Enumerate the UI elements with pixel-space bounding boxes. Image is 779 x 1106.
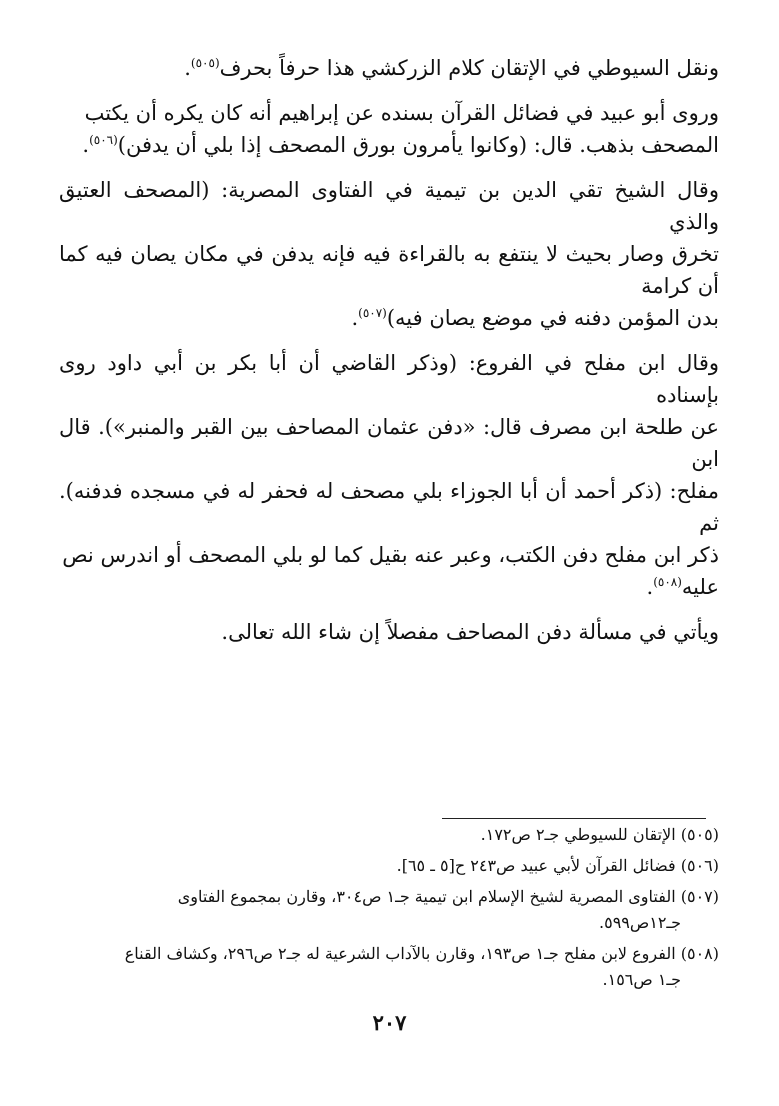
paragraph bbox=[59, 616, 719, 648]
footnotes bbox=[59, 822, 719, 998]
paragraph: وقال الشيخ تقي الدين بن تيمية في الفتاوى المصرية: (المصحف العتيق والذي تخرق وصار بحيث لا ينتفع به بالقراءة فيه فإنه يدفن في مكان يصان فيه كما أن كرامة بدن المؤمن دفنه في موضع يصان فيه)$^{(٥٠٧)}$. bbox=[59, 174, 719, 334]
text-line: ونقل السيوطي في الإتقان كلام الزركشي هذا حرفاً بحرف bbox=[219, 56, 719, 80]
text-line: عليه bbox=[681, 575, 719, 599]
footnote-line: جـ١٢ص٥٩٩. bbox=[599, 913, 681, 932]
page-number: ٢٠٧ bbox=[372, 1010, 407, 1035]
footnote-divider bbox=[442, 818, 706, 819]
footnote-ref: (٥٠٧) bbox=[358, 306, 387, 320]
text-line: المصحف بذهب. قال: (وكانوا يأمرون بورق المصحف إذا بلي أن يدفن) bbox=[117, 133, 719, 157]
paragraph: وقال ابن مفلح في الفروع: (وذكر القاضي أن أبا بكر بن أبي داود روى بإسناده عن طلحة ابن مصرف قال: «دفن عثمان المصاحف بين القبر والمنبر»). قال ابن مفلح: (ذكر أحمد أن أبا الجوزاء بلي مصحف له فحفر له في مسجده فدفنه). ثم ذكر ابن مفلح دفن الكتب، وعبر عنه بقيل كما لو بلي المصحف أو اندرس نص عليه$^{(٥٠٨)}$. bbox=[59, 347, 719, 603]
footnote bbox=[59, 853, 719, 879]
footnote bbox=[59, 822, 719, 848]
footnote-ref: (٥٠٥) bbox=[190, 56, 220, 70]
text-line: عن طلحة ابن مصرف قال: «دفن عثمان المصاحف بين القبر والمنبر»). قال ابن bbox=[59, 415, 719, 471]
text-line: بدن المؤمن دفنه في موضع يصان فيه) bbox=[386, 306, 719, 330]
main-text bbox=[59, 52, 719, 661]
text-line: وروى أبو عبيد في فضائل القرآن بسنده عن إبراهيم أنه كان يكره أن يكتب bbox=[84, 101, 719, 125]
footnote-ref: (٥٠٦) bbox=[89, 133, 118, 147]
paragraph: ونقل السيوطي في الإتقان كلام الزركشي هذا حرفاً بحرف$^{(٥٠٥)}$. bbox=[184, 56, 719, 80]
footnote-line: جـ١ ص١٥٦. bbox=[602, 970, 681, 989]
footnote bbox=[59, 884, 719, 936]
text-line: وقال الشيخ تقي الدين بن تيمية في الفتاوى المصرية: (المصحف العتيق والذي bbox=[59, 178, 719, 234]
text-line: وقال ابن مفلح في الفروع: (وذكر القاضي أن أبا بكر بن أبي داود روى بإسناده bbox=[59, 351, 719, 407]
text-line: ويأتي في مسألة دفن المصاحف مفصلاً إن شاء الله تعالى. bbox=[221, 620, 719, 644]
paragraph: وروى أبو عبيد في فضائل القرآن بسنده عن إبراهيم أنه كان يكره أن يكتب المصحف بذهب. قال: (وكانوا يأمرون بورق المصحف إذا بلي أن يدفن)$^{(٥٠٦)}$. bbox=[59, 97, 719, 161]
footnote-line: (٥٠٧) الفتاوى المصرية لشيخ الإسلام ابن تيمية جـ١ ص٣٠٤، وقارن بمجموع الفتاوى bbox=[177, 887, 719, 906]
footnote-ref: (٥٠٨) bbox=[653, 575, 682, 589]
footnote-line: (٥٠٥) الإتقان للسيوطي جـ٢ ص١٧٢. bbox=[480, 825, 719, 844]
footnote-line: (٥٠٨) الفروع لابن مفلح جـ١ ص١٩٣، وقارن بالآداب الشرعية له جـ٢ ص٢٩٦، وكشاف القناع bbox=[124, 944, 719, 963]
text-line: ذكر ابن مفلح دفن الكتب، وعبر عنه بقيل كما لو بلي المصحف أو اندرس نص bbox=[62, 543, 719, 567]
footnote bbox=[59, 941, 719, 993]
footnote-line: (٥٠٦) فضائل القرآن لأبي عبيد ص٢٤٣ ح[٥ ـ ٦٥]. bbox=[396, 856, 719, 875]
text-line: مفلح: (ذكر أحمد أن أبا الجوزاء بلي مصحف له فحفر له في مسجده فدفنه). ثم bbox=[59, 479, 719, 535]
text-line: تخرق وصار بحيث لا ينتفع به بالقراءة فيه فإنه يدفن في مكان يصان فيه كما أن كرامة bbox=[59, 242, 719, 298]
